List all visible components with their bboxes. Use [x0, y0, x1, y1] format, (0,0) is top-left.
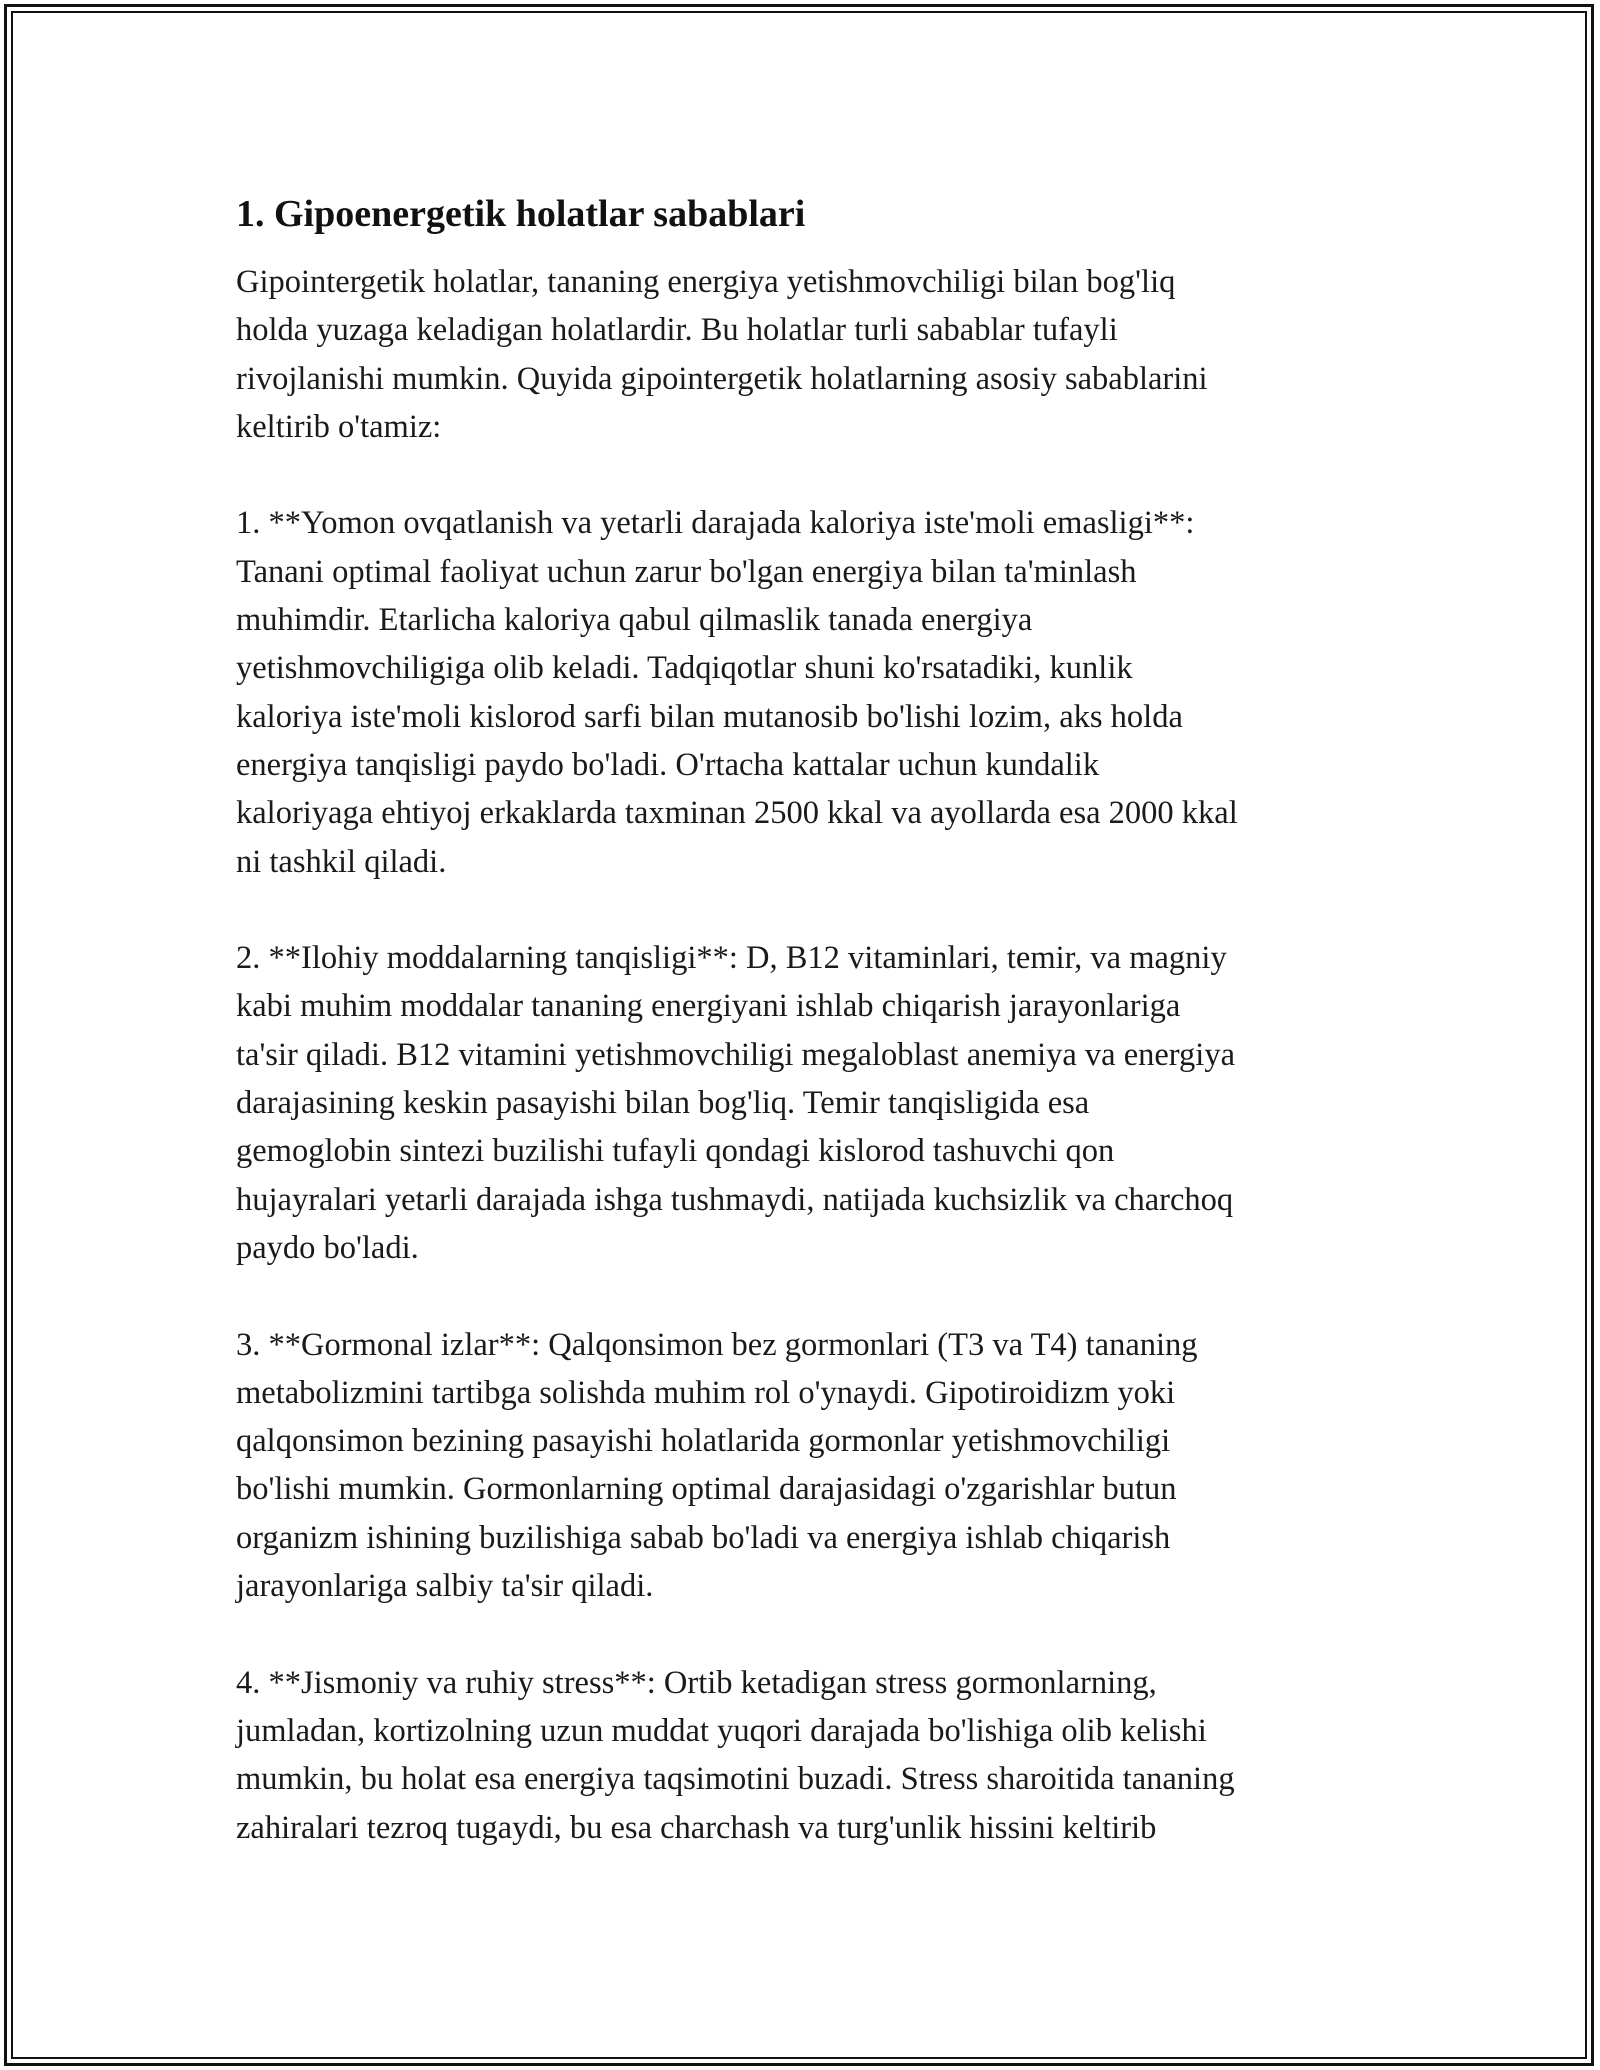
- section-heading: 1. Gipoenergetik holatlar sabablari: [236, 193, 806, 235]
- document-body: [236, 182, 1376, 1852]
- paragraph-spacer: [236, 1610, 1376, 1658]
- paragraph-spacer: [236, 886, 1376, 934]
- cause-item-4: 4. **Jismoniy va ruhiy stress**: Ortib ketadigan stress gormonlarning, jumladan, kortizolning uzun muddat yuqori darajada bo'lishiga olib kelishi mumkin, bu holat esa energiya taqsimotini buzadi. Stress sharoitida tananing zahiralari tezroq tugaydi, bu esa charchash va turg'unlik hissini keltirib: [236, 1664, 1235, 1846]
- cause-item-2: 2. **Ilohiy moddalarning tanqisligi**: D, B12 vitaminlari, temir, va magniy kabi muhim moddalar tananing energiyani ishlab chiqarish jarayonlariga ta'sir qiladi. B12 vitamini yetishmovchiligi megaloblast anemiya va energiya darajasining keskin pasayishi bilan bog'liq. Temir tanqisligida esa gemoglobin sintezi buzilishi tufayli qondagi kislorod tashuvchi qon hujayralari yetarli darajada ishga tushmaydi, natijada kuchsizlik va charchoq paydo bo'ladi.: [236, 940, 1235, 1266]
- cause-item-3: 3. **Gormonal izlar**: Qalqonsimon bez gormonlari (T3 va T4) tananing metabolizmini tartibga solishda muhim rol o'ynaydi. Gipotiroidizm yoki qalqonsimon bezining pasayishi holatlarida gormonlar yetishmovchiligi bo'lishi mumkin. Gormonlarning optimal darajasidagi o'zgarishlar butun organizm ishining buzilishiga sabab bo'ladi va energiya ishlab chiqarish jarayonlariga salbiy ta'sir qiladi.: [236, 1326, 1198, 1605]
- intro-paragraph: Gipointergetik holatlar, tananing energiya yetishmovchiligi bilan bog'liq holda yuzaga keladigan holatlardir. Bu holatlar turli sabablar tufayli rivojlanishi mumkin. Quyida gipointergetik holatlarning asosiy sabablarini keltirib o'tamiz:: [236, 264, 1208, 445]
- paragraph-spacer: [236, 1272, 1376, 1320]
- cause-item-1: 1. **Yomon ovqatlanish va yetarli darajada kaloriya iste'moli emasligi**: Tanani optimal faoliyat uchun zarur bo'lgan energiya bilan ta'minlash muhimdir. Etarlicha kaloriya qabul qilmaslik tanada energiya yetishmovchiligiga olib keladi. Tadqiqotlar shuni ko'rsatadiki, kunlik kaloriya iste'moli kislorod sarfi bilan mutanosib bo'lishi lozim, aks holda energiya tanqisligi paydo bo'ladi. O'rtacha kattalar uchun kundalik kaloriyaga ehtiyoj erkaklarda taxminan 2500 kkal va ayollarda esa 2000 kkal ni tashkil qiladi.: [236, 505, 1238, 880]
- paragraph-spacer: [236, 451, 1376, 499]
